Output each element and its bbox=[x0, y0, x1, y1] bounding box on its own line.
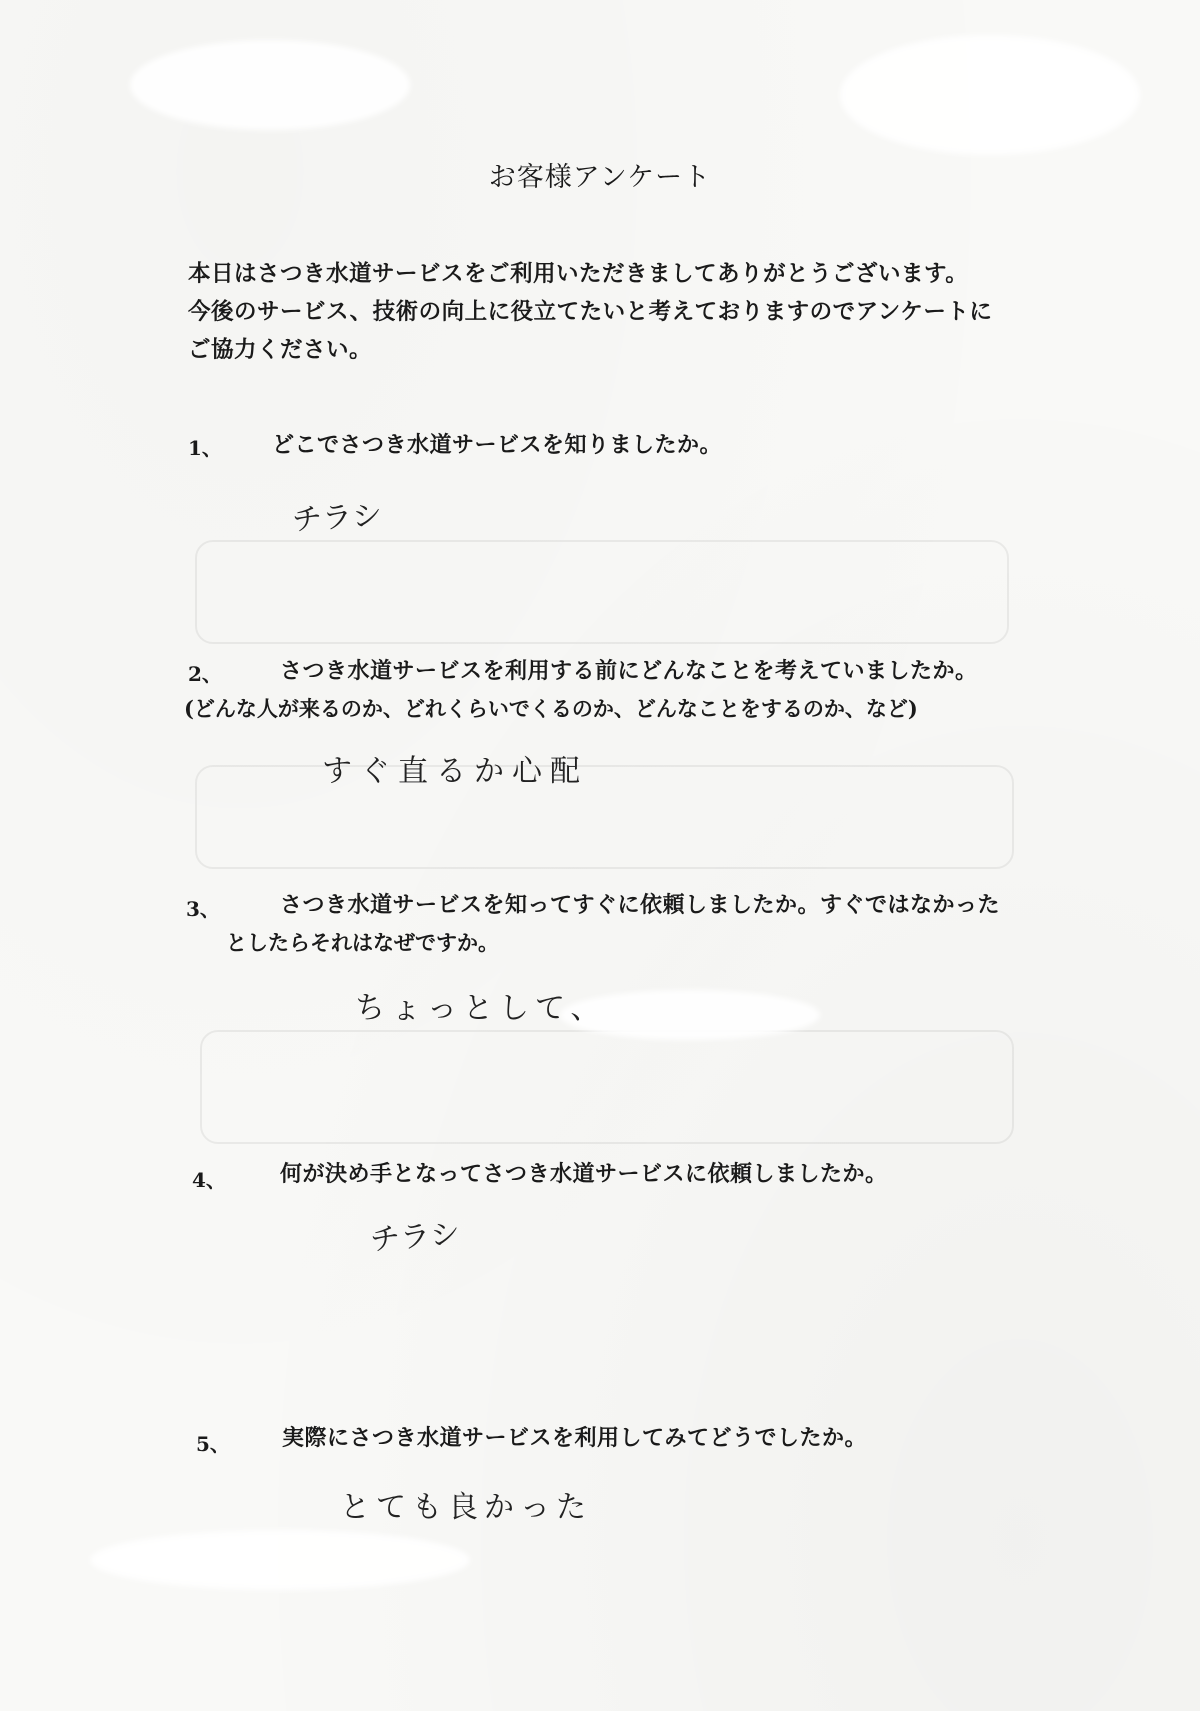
whiteout-smudge bbox=[90, 1530, 470, 1590]
handwritten-answer: すぐ直るか心配 bbox=[322, 754, 588, 789]
handwritten-answer: チラシ bbox=[291, 498, 383, 538]
question-number: 4、 bbox=[192, 1168, 226, 1192]
question-subtext: (どんな人が来るのか、どれくらいでくるのか、どんなことをするのか、など) bbox=[184, 696, 918, 721]
whiteout-smudge bbox=[130, 40, 410, 130]
handwritten-answer: チラシ bbox=[369, 1216, 462, 1258]
question-number: 1、 bbox=[188, 436, 222, 460]
whiteout-smudge bbox=[840, 35, 1140, 155]
intro-line: ご協力ください。 bbox=[188, 337, 373, 363]
bleed-through-box-1 bbox=[195, 540, 1009, 644]
intro-paragraph bbox=[188, 255, 1088, 369]
question-text: 何が決め手となってさつき水道サービスに依頼しましたか。 bbox=[280, 1161, 888, 1187]
question-subtext: としたらそれはなぜですか。 bbox=[226, 930, 499, 955]
handwritten-answer: ちょっとして、 bbox=[355, 991, 607, 1026]
question-text: どこでさつき水道サービスを知りましたか。 bbox=[272, 432, 723, 458]
question-text: さつき水道サービスを利用する前にどんなことを考えていましたか。 bbox=[280, 658, 978, 684]
survey-title: お客様アンケート bbox=[488, 162, 712, 193]
bleed-through-box-2 bbox=[195, 765, 1014, 869]
bleed-through-box-3 bbox=[200, 1030, 1014, 1144]
intro-line: 今後のサービス、技術の向上に役立てたいと考えておりますのでアンケートに bbox=[188, 299, 993, 325]
question-text: 実際にさつき水道サービスを利用してみてどうでしたか。 bbox=[282, 1425, 868, 1451]
question-number: 5、 bbox=[196, 1432, 230, 1456]
question-number: 2、 bbox=[188, 662, 222, 686]
intro-line: 本日はさつき水道サービスをご利用いただきましてありがとうございます。 bbox=[188, 261, 969, 287]
handwritten-answer: とても良かった bbox=[340, 1490, 592, 1525]
question-text: さつき水道サービスを知ってすぐに依頼しましたか。すぐではなかった bbox=[280, 892, 1001, 918]
question-number: 3、 bbox=[186, 897, 220, 921]
